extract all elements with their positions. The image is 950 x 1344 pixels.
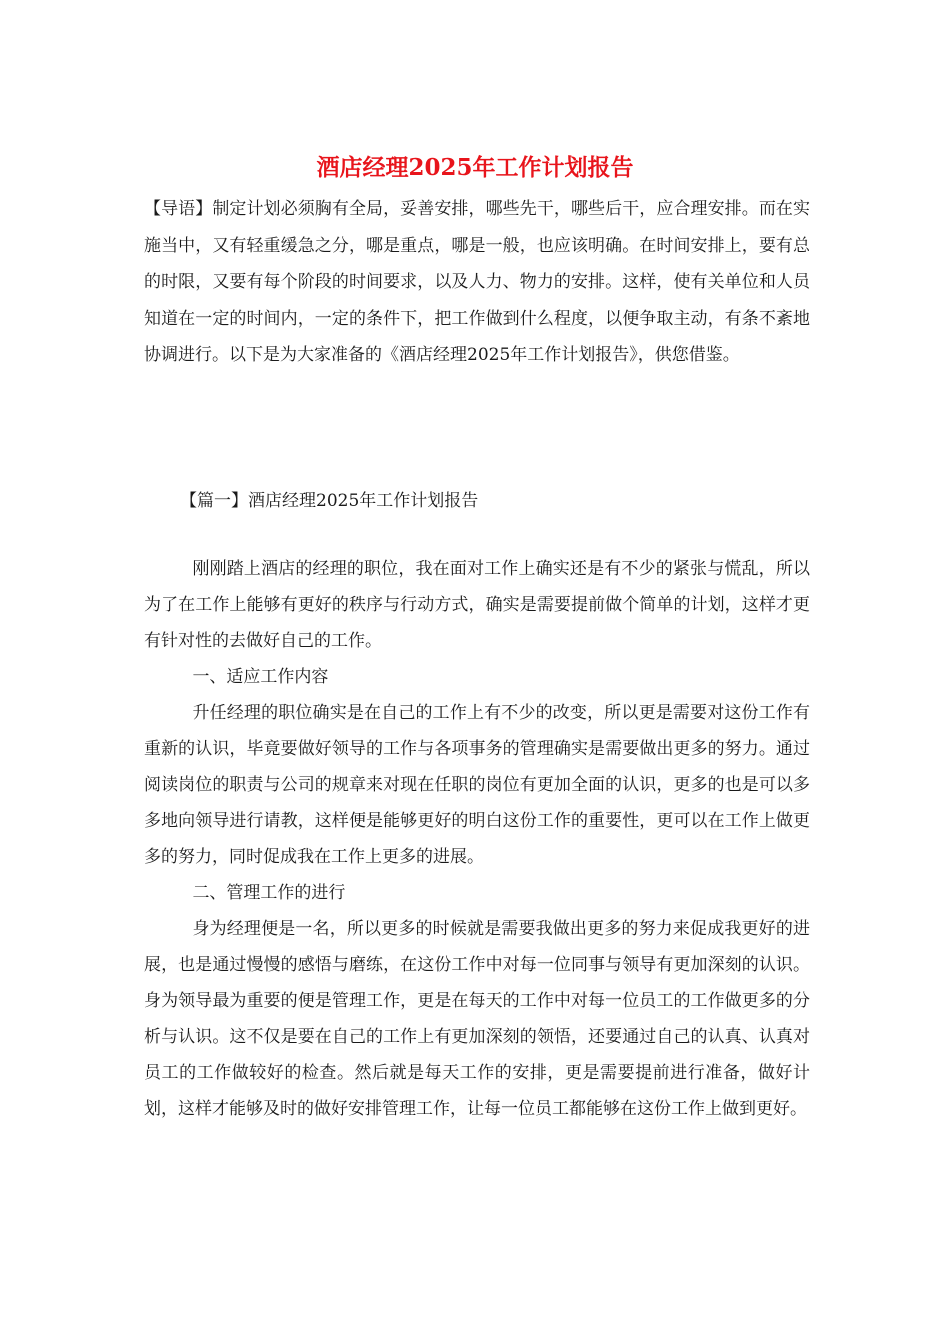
document-title: 酒店经理2025年工作计划报告 (316, 154, 634, 181)
subheading-adapt-work: 一、适应工作内容 (192, 667, 329, 687)
section-heading: 【篇一】酒店经理2025年工作计划报告 (180, 491, 479, 511)
body-paragraph: 身为经理便是一名，所以更多的时候就是需要我做出更多的努力来促成我更好的进展，也是通过慢慢的感悟与磨练，在这份工作中对每一位同事与领导有更加深刻的认识。身为领导最为重要的便是管理工作，更是在每天的工作中对每一位员工的工作做更多的分析与认识。这不仅是要在自己的工作上有更加深刻的领悟，还要通过自己的认真、认真对员工的工作做较好的检查。然后就是每天工作的安排，更是需要提前进行准备，做好计划，这样才能够及时的做好安排管理工作，让每一位员工都能够在这份工作上做到更好。 (144, 919, 810, 1119)
body-paragraph: 升任经理的职位确实是在自己的工作上有不少的改变，所以更是需要对这份工作有重新的认识，毕竟要做好领导的工作与各项事务的管理确实是需要做出更多的努力。通过阅读岗位的职责与公司的规章来对现在任职的岗位有更加全面的认识，更多的也是可以多多地向领导进行请教，这样便是能够更好的明白这份工作的重要性，更可以在工作上做更多的努力，同时促成我在工作上更多的进展。 (144, 703, 810, 867)
intro-paragraph: 【导语】制定计划必须胸有全局，妥善安排，哪些先干，哪些后干，应合理安排。而在实施当中，又有轻重缓急之分，哪是重点，哪是一般，也应该明确。在时间安排上，要有总的时限，又要有每个阶段的时间要求，以及人力、物力的安排。这样，使有关单位和人员知道在一定的时间内，一定的条件下，把工作做到什么程度，以便争取主动，有条不紊地协调进行。以下是为大家准备的《酒店经理2025年工作计划报告》，供您借鉴。 (144, 199, 810, 365)
body-paragraph: 刚刚踏上酒店的经理的职位，我在面对工作上确实还是有不少的紧张与慌乱，所以为了在工作上能够有更好的秩序与行动方式，确实是需要提前做个简单的计划，这样才更有针对性的去做好自己的工作。 (144, 559, 810, 651)
subheading-management-work: 二、管理工作的进行 (192, 883, 346, 903)
body-text (144, 551, 810, 1127)
